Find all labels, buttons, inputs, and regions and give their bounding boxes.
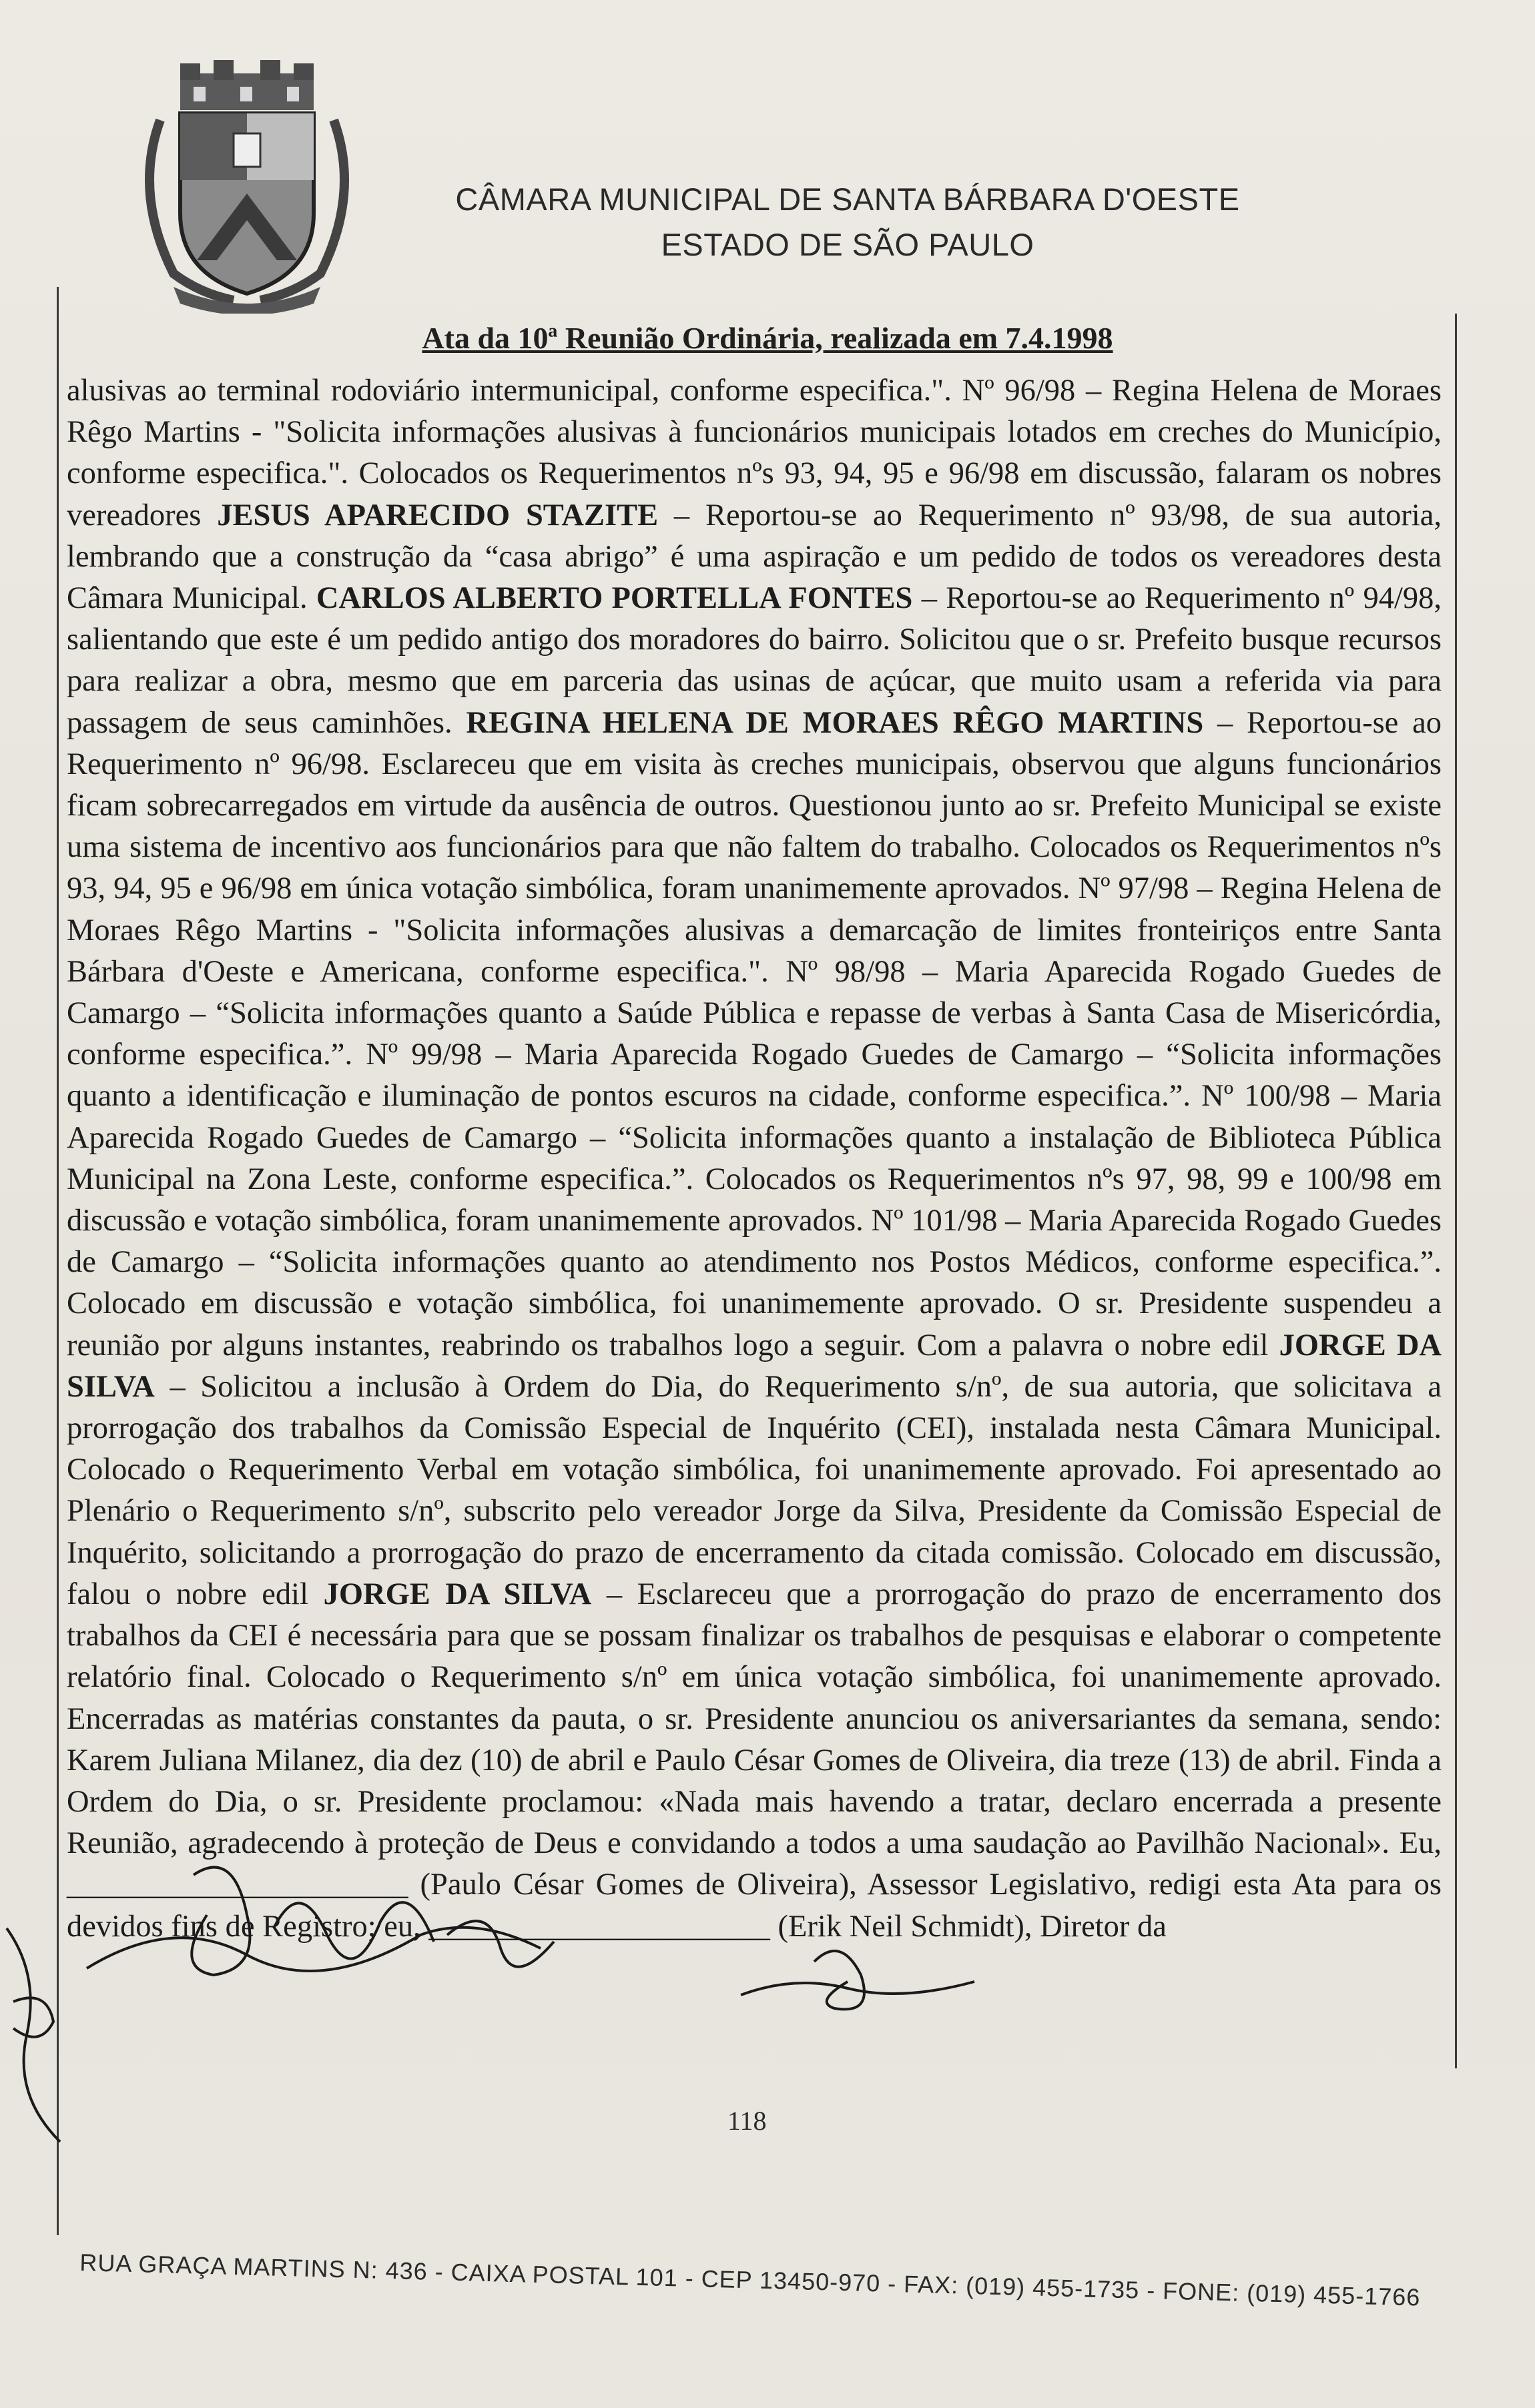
body-text-2: – Reportou-se ao Requerimento nº 93/98, de sua autoria, lembrando que a construção da “casa abrigo” é uma aspiração e um pedido de todos os vereadores desta Câmara Municipal.: [67, 498, 1442, 616]
body-text-3: – Reportou-se ao Requerimento nº 94/98, salientando que este é um pedido antigo dos moradores do bairro. Solicitou que o sr. Prefeito busque recursos para realizar a obra, mesmo que em parceria das usinas de açúcar, que muito usam a referida via para passagem de seus caminhões.: [67, 581, 1442, 740]
councilor-name-3: REGINA HELENA DE MORAES RÊGO MARTINS: [466, 705, 1204, 740]
councilor-name-1: JESUS APARECIDO STAZITE: [217, 498, 659, 532]
footer-address: RUA GRAÇA MARTINS N: 436 - CAIXA POSTAL 101 - CEP 13450-970 - FAX: (019) 455-1735 - FONE: (019) 455-1766: [79, 2249, 1421, 2311]
state-name: ESTADO DE SÃO PAULO: [661, 227, 1034, 262]
margin-initials: [0, 1922, 87, 2162]
councilor-name-5: JORGE DA SILVA: [323, 1577, 592, 1611]
minutes-title: Ata da 10ª Reunião Ordinária, realizada em 7.4.1998: [422, 321, 1113, 355]
councilor-name-4: JORGE DA SILVA: [67, 1328, 1442, 1404]
body-text-6: – Esclareceu que a prorrogação do prazo de encerramento dos trabalhos da CEI é necessária para que se possam finalizar os trabalhos de pesquisas e elaborar o competente relatório final. Colocado o Requerimento s/nº em única votação simbólica, foi unanimemente aprovado. Encerradas as matérias constantes da pauta, o sr. Presidente anunciou os aniversariantes da semana, sendo: Karem Juliana Milanez, dia dez (10) de abril e Paulo César Gomes de Oliveira, dia treze (13) de abril. Finda a Ordem do Dia, o sr. Presidente proclamou: «Nada mais havendo a tratar, declaro encerrada a presente Reunião, agradecendo à proteção de Deus e convidando a todos a uma saudação ao Pavilhão Nacional». Eu, ______________________ (Paulo César Gomes de Oliveira), Assessor Legislativo, redigi esta Ata para os devidos fins de Registro; eu, ______________________ (Erik Neil Schmidt), Diretor da: [67, 1577, 1442, 1944]
page-number: 118: [727, 2106, 767, 2136]
letterhead: [374, 177, 1321, 268]
councilor-name-2: CARLOS ALBERTO PORTELLA FONTES: [316, 581, 913, 616]
body-text-4: – Reportou-se ao Requerimento nº 96/98. Esclareceu que em visita às creches municipais, observou que alguns funcionários ficam sobrecarregados em virtude da ausência de outros. Questionou junto ao sr. Prefeito Municipal se existe uma sistema de incentivo aos funcionários para que não faltem do trabalho. Colocados os Requerimentos nºs 93, 94, 95 e 96/98 em única votação simbólica, foram unanimemente aprovados. Nº 97/98 – Regina Helena de Moraes Rêgo Martins - "Solicita informações alusivas a demarcação de limites fronteiriços entre Santa Bárbara d'Oeste e Americana, conforme especifica.". Nº 98/98 – Maria Aparecida Rogado Guedes de Camargo – “Solicita informações quanto a Saúde Pública e repasse de verbas à Santa Casa de Misericórdia, conforme especifica.”. Nº 99/98 – Maria Aparecida Rogado Guedes de Camargo – “Solicita informações quanto a identificação e iluminação de pontos escuros na cidade, conforme especifica.”. Nº 100/98 – Maria Aparecida Rogado Guedes de Camargo – “Solicita informações quanto a instalação de Biblioteca Pública Municipal na Zona Leste, conforme especifica.”. Colocados os Requerimentos nºs 97, 98, 99 e 100/98 em discussão e votação simbólica, foram unanimemente aprovados. Nº 101/98 – Maria Aparecida Rogado Guedes de Camargo – “Solicita informações quanto ao atendimento nos Postos Médicos, conforme especifica.”. Colocado em discussão e votação simbólica, foi unanimemente aprovado. O sr. Presidente suspendeu a reunião por alguns instantes, reabrindo os trabalhos logo a seguir. Com a palavra o nobre edil: [67, 705, 1442, 1362]
body-text-1: alusivas ao terminal rodoviário intermunicipal, conforme especifica.". Nº 96/98 – Regina Helena de Moraes Rêgo Martins - "Solicita informações alusivas à funcionários municipais lotados em creches do Município, conforme especifica.". Colocados os Requerimentos nºs 93, 94, 95 e 96/98 em discussão, falaram os nobres vereadores: [67, 374, 1442, 532]
minutes-body: [67, 370, 1442, 1948]
right-margin-rule: [1455, 314, 1457, 2068]
municipal-coat-of-arms: [133, 60, 360, 314]
body-text-5: – Solicitou a inclusão à Ordem do Dia, do Requerimento s/nº, de sua autoria, que solicitava a prorrogação dos trabalhos da Comissão Especial de Inquérito (CEI), instalada nesta Câmara Municipal. Colocado o Requerimento Verbal em votação simbólica, foi unanimemente aprovado. Foi apresentado ao Plenário o Requerimento s/nº, subscrito pelo vereador Jorge da Silva, Presidente da Comissão Especial de Inquérito, solicitando a prorrogação do prazo de encerramento da citada comissão. Colocado em discussão, falou o nobre edil: [67, 1369, 1442, 1611]
institution-name: CÂMARA MUNICIPAL DE SANTA BÁRBARA D'OESTE: [455, 181, 1240, 217]
second-signature: [734, 1922, 988, 2028]
handwritten-signature: [73, 1835, 674, 2022]
